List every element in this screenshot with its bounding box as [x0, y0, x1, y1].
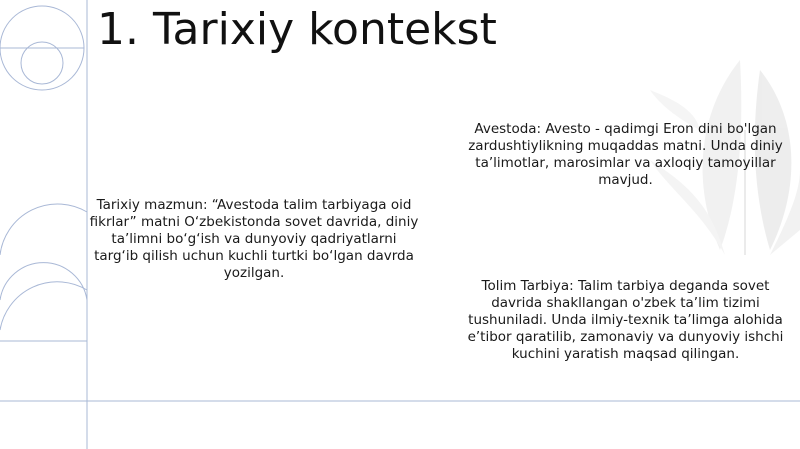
- historical-content-text: Tarixiy mazmun: “Avestoda talim tarbiyaga oid fikrlar” matni O‘zbekistonda sovet davrida, diniy ta’limni bo‘g‘ish va dunyoviy qadriyatlarni targ‘ib qilish uchun kuchli turtki bo‘lgan davrda yozilgan.: [89, 197, 419, 281]
- education-text: Tolim Tarbiya: Talim tarbiya deganda sovet davrida shakllangan o'zbek ta’lim tizimi tushuniladi. Unda ilmiy-texnik ta’limga alohida e’tibor qaratilib, zamonaviy va dunyoviy ishchi kuchini yaratish maqsad qilingan.: [467, 278, 784, 362]
- circle-ornament: [0, 6, 84, 90]
- slide-title: 1. Tarixiy kontekst: [97, 4, 497, 55]
- avesta-text: Avestoda: Avesto - qadimgi Eron dini bo'lgan zardushtiylikning muqaddas matni. Unda diniy ta’limotlar, marosimlar va axloqiy tamoyillar mavjud.: [468, 121, 783, 188]
